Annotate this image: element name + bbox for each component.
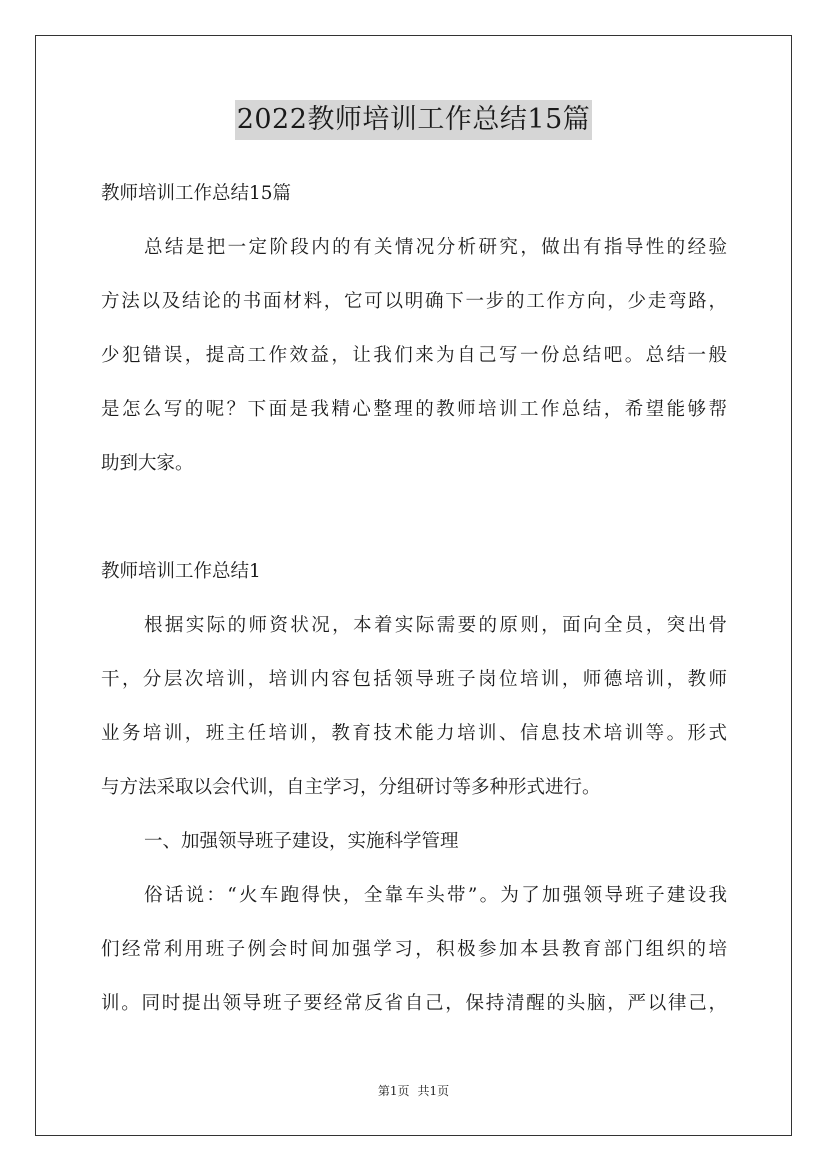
page-total: 共1页: [417, 1084, 450, 1098]
page-number: 第1页: [377, 1084, 410, 1098]
paragraph-line: 们经常利用班子例会时间加强学习，积极参加本县教育部门组织的培: [101, 939, 727, 960]
paragraph-line: 业务培训，班主任培训，教育技术能力培训、信息技术培训等。形式: [101, 723, 727, 744]
paragraph-line: 是怎么写的呢？下面是我精心整理的教师培训工作总结，希望能够帮: [101, 399, 727, 420]
section-heading: 教师培训工作总结1: [101, 561, 261, 582]
subsection-heading: 一、加强领导班子建设，实施科学管理: [144, 831, 459, 852]
document-body: [101, 167, 727, 1031]
title-block: [0, 100, 827, 140]
paragraph-line: 助到大家。: [101, 453, 194, 474]
subtitle-line: 教师培训工作总结15篇: [101, 183, 292, 204]
paragraph-line: 俗话说：“火车跑得快，全靠车头带”。为了加强领导班子建设我: [144, 885, 727, 906]
paragraph-line: 训。同时提出领导班子要经常反省自己，保持清醒的头脑，严以律己，: [101, 993, 727, 1014]
paragraph-line: 少犯错误，提高工作效益，让我们来为自己写一份总结吧。总结一般: [101, 345, 727, 366]
paragraph-line: 与方法采取以会代训，自主学习，分组研讨等多种形式进行。: [101, 777, 601, 798]
blank-line: [101, 491, 727, 545]
paragraph-line: 干，分层次培训，培训内容包括领导班子岗位培训，师德培训，教师: [101, 669, 727, 690]
paragraph-line: 根据实际的师资状况，本着实际需要的原则，面向全员，突出骨: [144, 615, 727, 636]
paragraph-line: 方法以及结论的书面材料，它可以明确下一步的工作方向，少走弯路，: [101, 291, 727, 312]
document-title: 2022教师培训工作总结15篇: [235, 100, 593, 140]
paragraph-line: 总结是把一定阶段内的有关情况分析研究，做出有指导性的经验: [144, 237, 727, 258]
page-footer: [0, 1082, 827, 1100]
